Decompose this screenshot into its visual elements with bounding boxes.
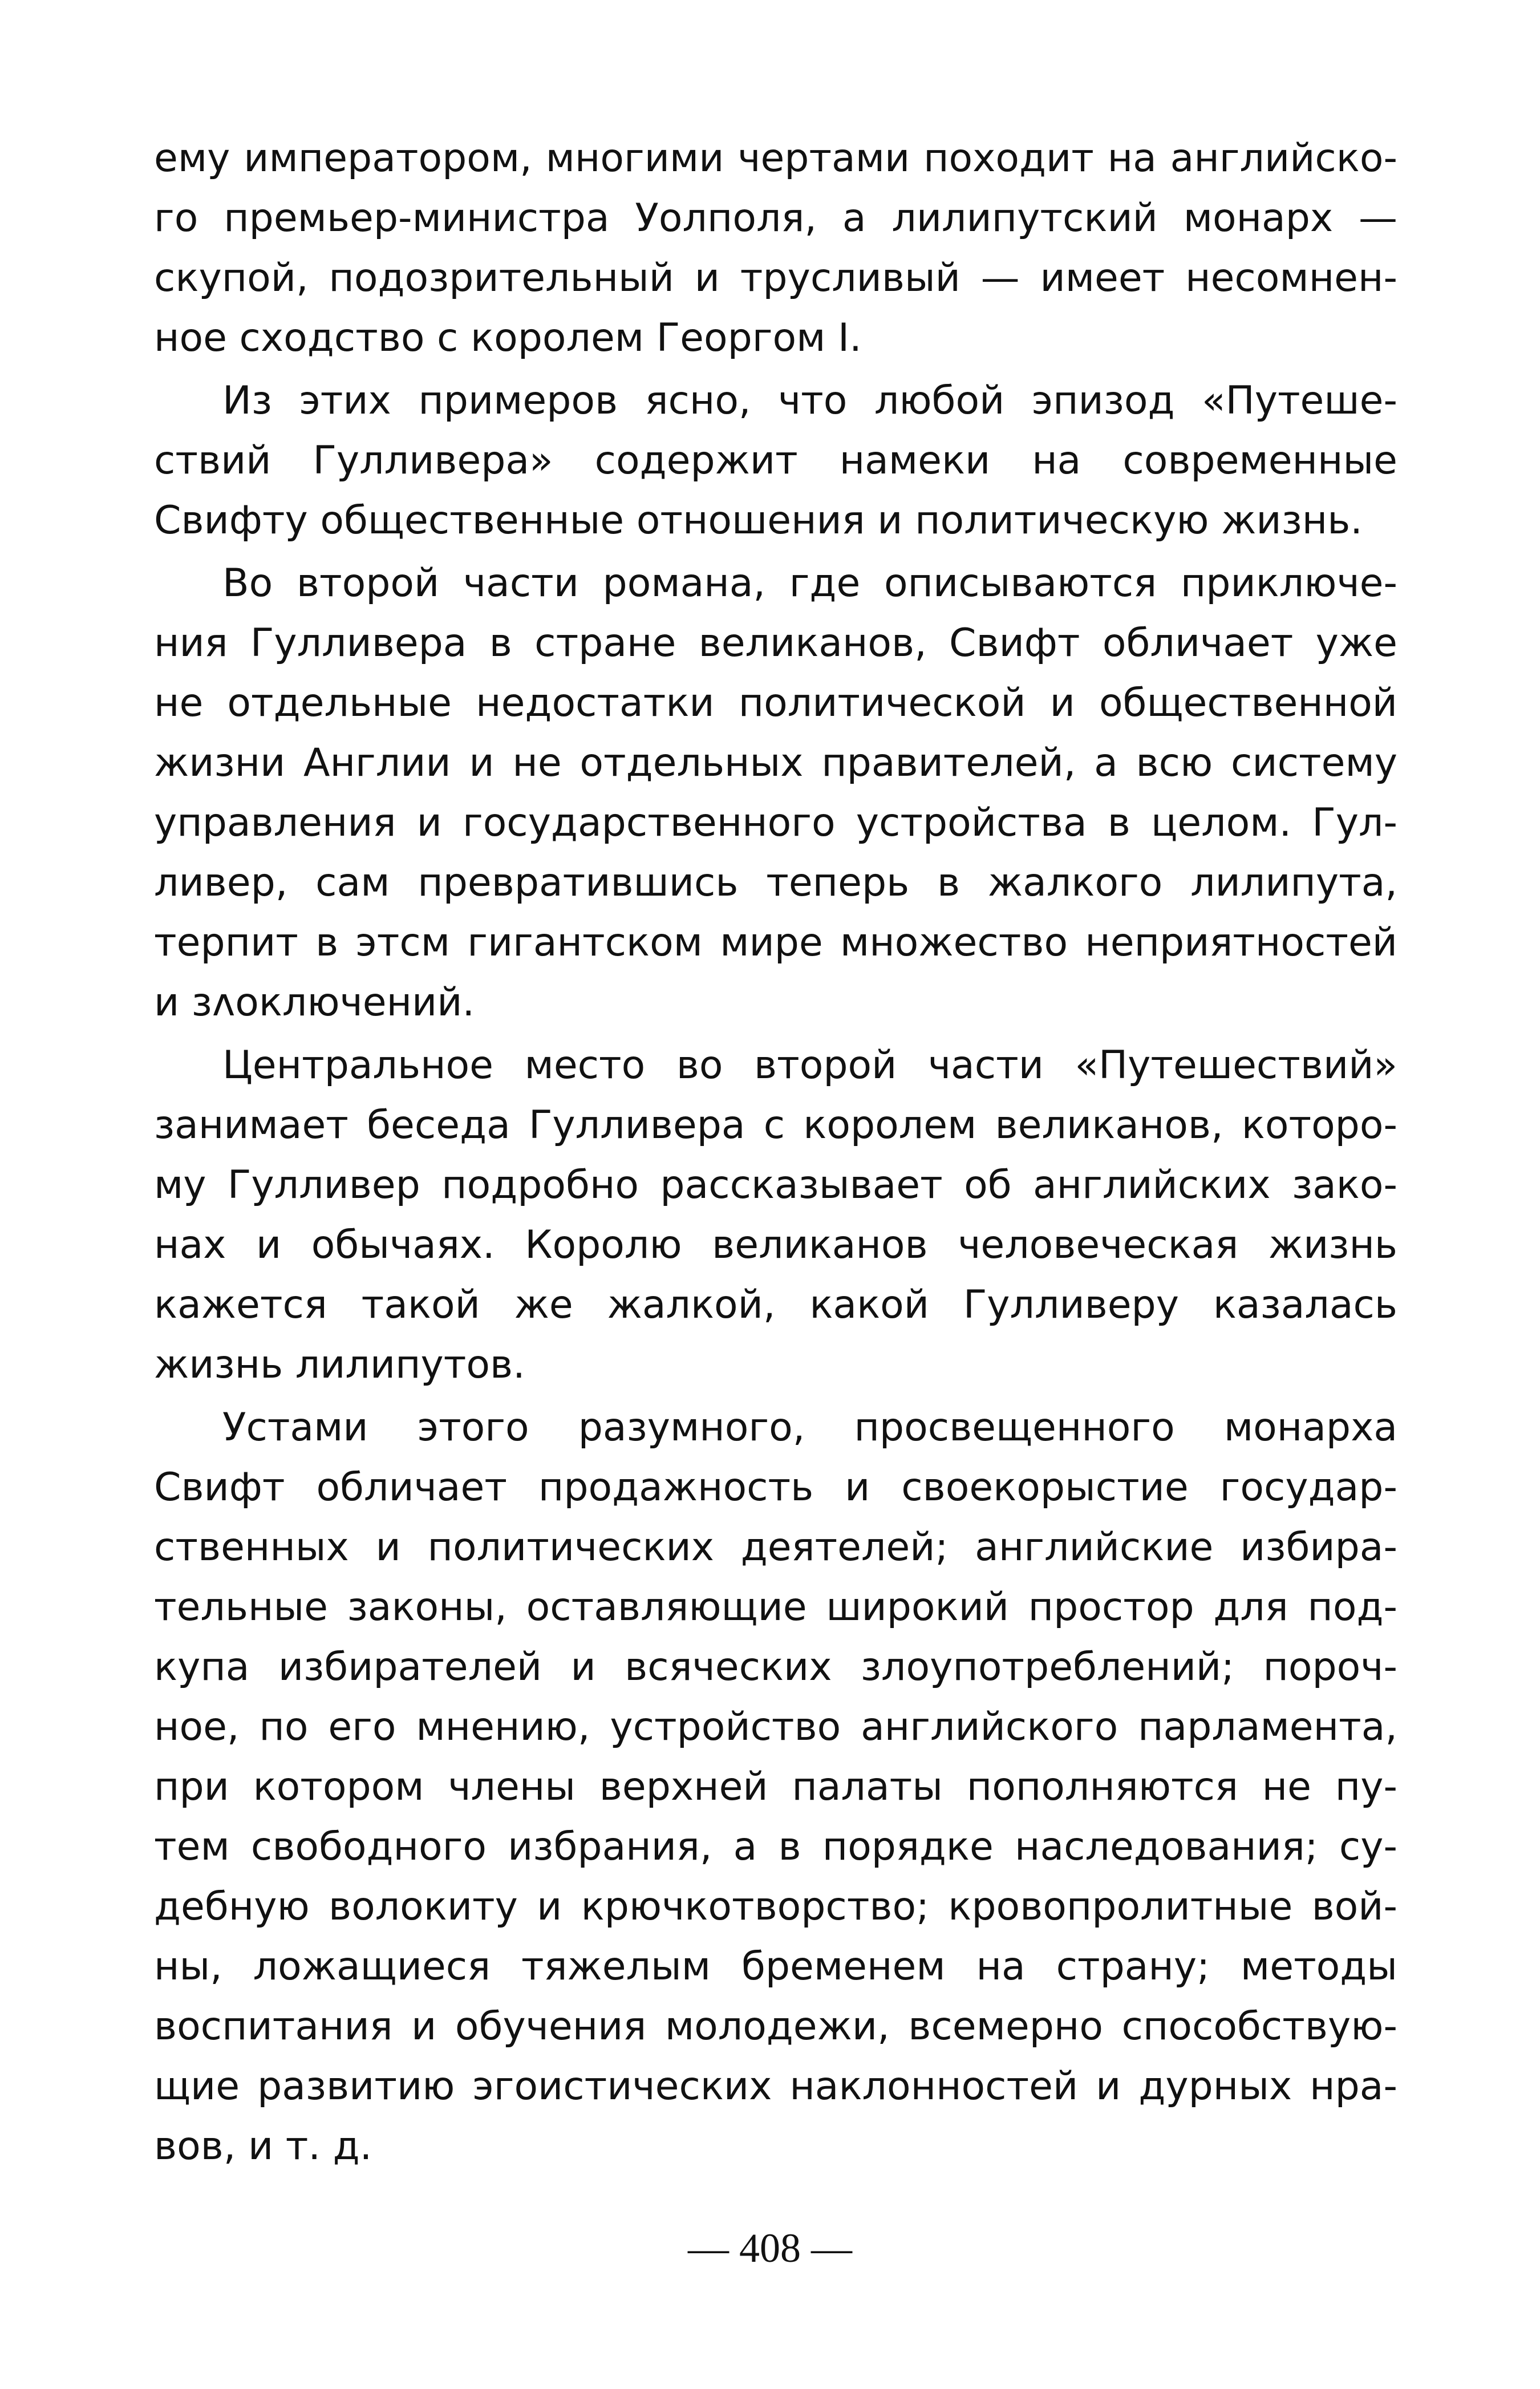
- page-number: — 408 —: [688, 2225, 852, 2271]
- text-line: Центральное место во второй части «Путешествий»: [222, 1043, 1397, 1088]
- text-line: ствий Гулливера» содержит намеки на современные: [154, 438, 1397, 483]
- text-line: Устами этого разумного, просвещенного монарха: [222, 1405, 1397, 1450]
- paragraph-1: [154, 128, 1397, 368]
- text-line: жизнь лилипутов.: [154, 1342, 525, 1387]
- text-line: и зᴧоключений.: [154, 980, 475, 1025]
- text-line: управления и государственного устройства в целом. Гул-: [154, 800, 1397, 845]
- text-line: Во второй части романа, где описываются приключе-: [222, 561, 1397, 606]
- text-line: ны, ложащиеся тяжелым бременем на страну; методы: [154, 1944, 1397, 1989]
- text-line: му Гулливер подробно рассказывает об английских зако-: [154, 1163, 1397, 1208]
- text-line: нах и обычаях. Королю великанов человеческая жизнь: [154, 1222, 1397, 1268]
- text-line: го премьер-министра Уолполя, а лилипутский монарх —: [154, 196, 1397, 241]
- paragraph-4: [154, 1035, 1397, 1395]
- text-line: Из этих примеров ясно, что любой эпизод «Путеше-: [222, 378, 1397, 423]
- text-line: ливер, сам превратившись теперь в жалкого лилипута,: [154, 860, 1397, 905]
- text-line: вов, и т. д.: [154, 2124, 372, 2169]
- text-line: кажется такой же жалкой, какой Гулливеру казалась: [154, 1282, 1397, 1327]
- text-line: ное, по его мнению, устройство английского парламента,: [154, 1704, 1397, 1750]
- page-text: [154, 128, 1397, 2176]
- text-line: Свифт обличает продажность и своекорыстие государ-: [154, 1465, 1397, 1510]
- text-line: тельные законы, оставляющие широкий простор для под-: [154, 1585, 1397, 1630]
- text-line: ное сходство с королем Георгом I.: [154, 315, 862, 361]
- paragraph-3: [154, 553, 1397, 1032]
- text-line: занимает беседа Гулливера с королем великанов, которо-: [154, 1103, 1397, 1148]
- text-line: ственных и политических деятелей; английские избира-: [154, 1525, 1397, 1570]
- text-line: ния Гулливера в стране великанов, Свифт обличает уже: [154, 621, 1397, 666]
- text-line: воспитания и обучения молодежи, всемерно способствую-: [154, 2004, 1397, 2049]
- paragraph-2: [154, 371, 1397, 550]
- text-line: не отдельные недостатки политической и общественной: [154, 681, 1397, 726]
- text-line: терпит в этсм гигантском мире множество неприятностей: [154, 920, 1397, 965]
- text-line: тем свободного избрания, а в порядке наследования; су-: [154, 1824, 1397, 1869]
- text-line: щие развитию эгоистических наклонностей и дурных нра-: [154, 2064, 1397, 2109]
- text-line: ему императором, многими чертами походит на английско-: [154, 136, 1397, 181]
- text-line: дебную волокиту и крючкотворство; кровопролитные вой-: [154, 1884, 1397, 1929]
- paragraph-5: [154, 1398, 1397, 2176]
- text-line: жизни Англии и не отдельных правителей, а всю систему: [154, 740, 1397, 785]
- text-line: купа избирателей и всяческих злоупотреблений; пороч-: [154, 1645, 1397, 1690]
- text-line: скупой, подозрительный и трусливый — имеет несомнен-: [154, 256, 1397, 301]
- text-line: Свифту общественные отношения и политическую жизнь.: [154, 498, 1363, 543]
- text-line: при котором члены верхней палаты пополняются не пу-: [154, 1764, 1397, 1809]
